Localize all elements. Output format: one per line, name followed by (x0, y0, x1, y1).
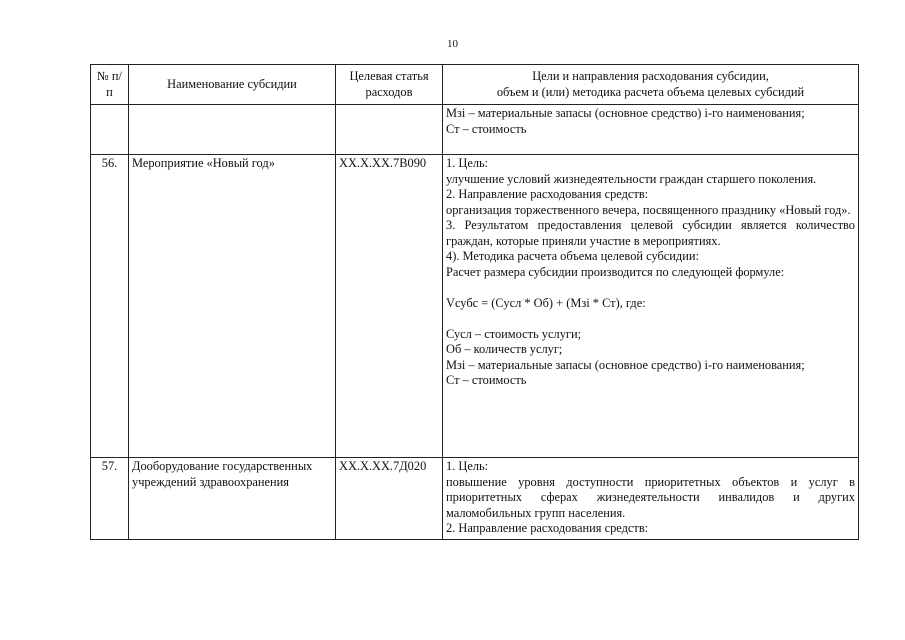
row-number: 56. (91, 155, 129, 458)
text-line: Сусл – стоимость услуги; (446, 326, 582, 341)
target-article-code: ХХ.Х.ХХ.7В090 (336, 155, 443, 458)
target-article-code: ХХ.Х.ХХ.7Д020 (336, 458, 443, 540)
subsidy-name: Дооборудование государственных учреждений здравоохранения (129, 458, 336, 540)
table-row-continuation (91, 105, 859, 155)
text-line: улучшение условий жизнедеятельности граждан старшего поколения. (446, 171, 817, 186)
header-number: № п/п (91, 65, 129, 105)
text-line: 1. Цель: (446, 459, 489, 473)
text-line: Ст – стоимость (446, 373, 527, 387)
text-line: 1. Цель: (446, 156, 489, 170)
continuation-text (443, 105, 859, 155)
page-number: 10 (447, 38, 458, 50)
text-line: Ст – стоимость (446, 121, 527, 136)
text-line: 4). Методика расчета объема целевой субсидии: (446, 249, 699, 263)
text-line: повышение уровня доступности приоритетных объектов и услуг в приоритетных сферах жизнедеятельности инвалидов и других маломобильных групп населения. (446, 474, 855, 520)
text-line: Мзi – материальные запасы (основное средство) i-го наименования; (446, 106, 805, 120)
text-line: Об – количеств услуг; (446, 342, 563, 356)
text-line: 2. Направление расходования средств: (446, 187, 649, 201)
text-line: Мзi – материальные запасы (основное средство) i-го наименования; (446, 357, 805, 372)
formula: Vсубс = (Сусл * Об) + (Мзi * Ст), где: (446, 295, 646, 310)
header-goals-line2: объем и (или) методика расчета объема целевых субсидий (496, 84, 805, 99)
table-row-57 (91, 458, 859, 540)
goals-text (443, 155, 859, 458)
row-number: 57. (91, 458, 129, 540)
table-header-row (91, 65, 859, 105)
header-goals (443, 65, 859, 105)
text-line: 3. Результатом предоставления целевой субсидии является количество граждан, которые приняли участие в мероприятиях. (446, 218, 855, 248)
text-line: Расчет размера субсидии производится по следующей формуле: (446, 264, 785, 279)
text-line: организация торжественного вечера, посвященного празднику «Новый год». (446, 202, 851, 217)
subsidy-name: Мероприятие «Новый год» (129, 155, 336, 458)
goals-text (443, 458, 859, 540)
subsidies-table (90, 64, 859, 540)
header-subsidy-name: Наименование субсидии (129, 65, 336, 105)
table-row-56 (91, 155, 859, 458)
text-line: 2. Направление расходования средств: (446, 521, 649, 535)
header-goals-line1: Цели и направления расходования субсидии, (532, 69, 769, 83)
header-target-article: Целевая статья расходов (336, 65, 443, 105)
